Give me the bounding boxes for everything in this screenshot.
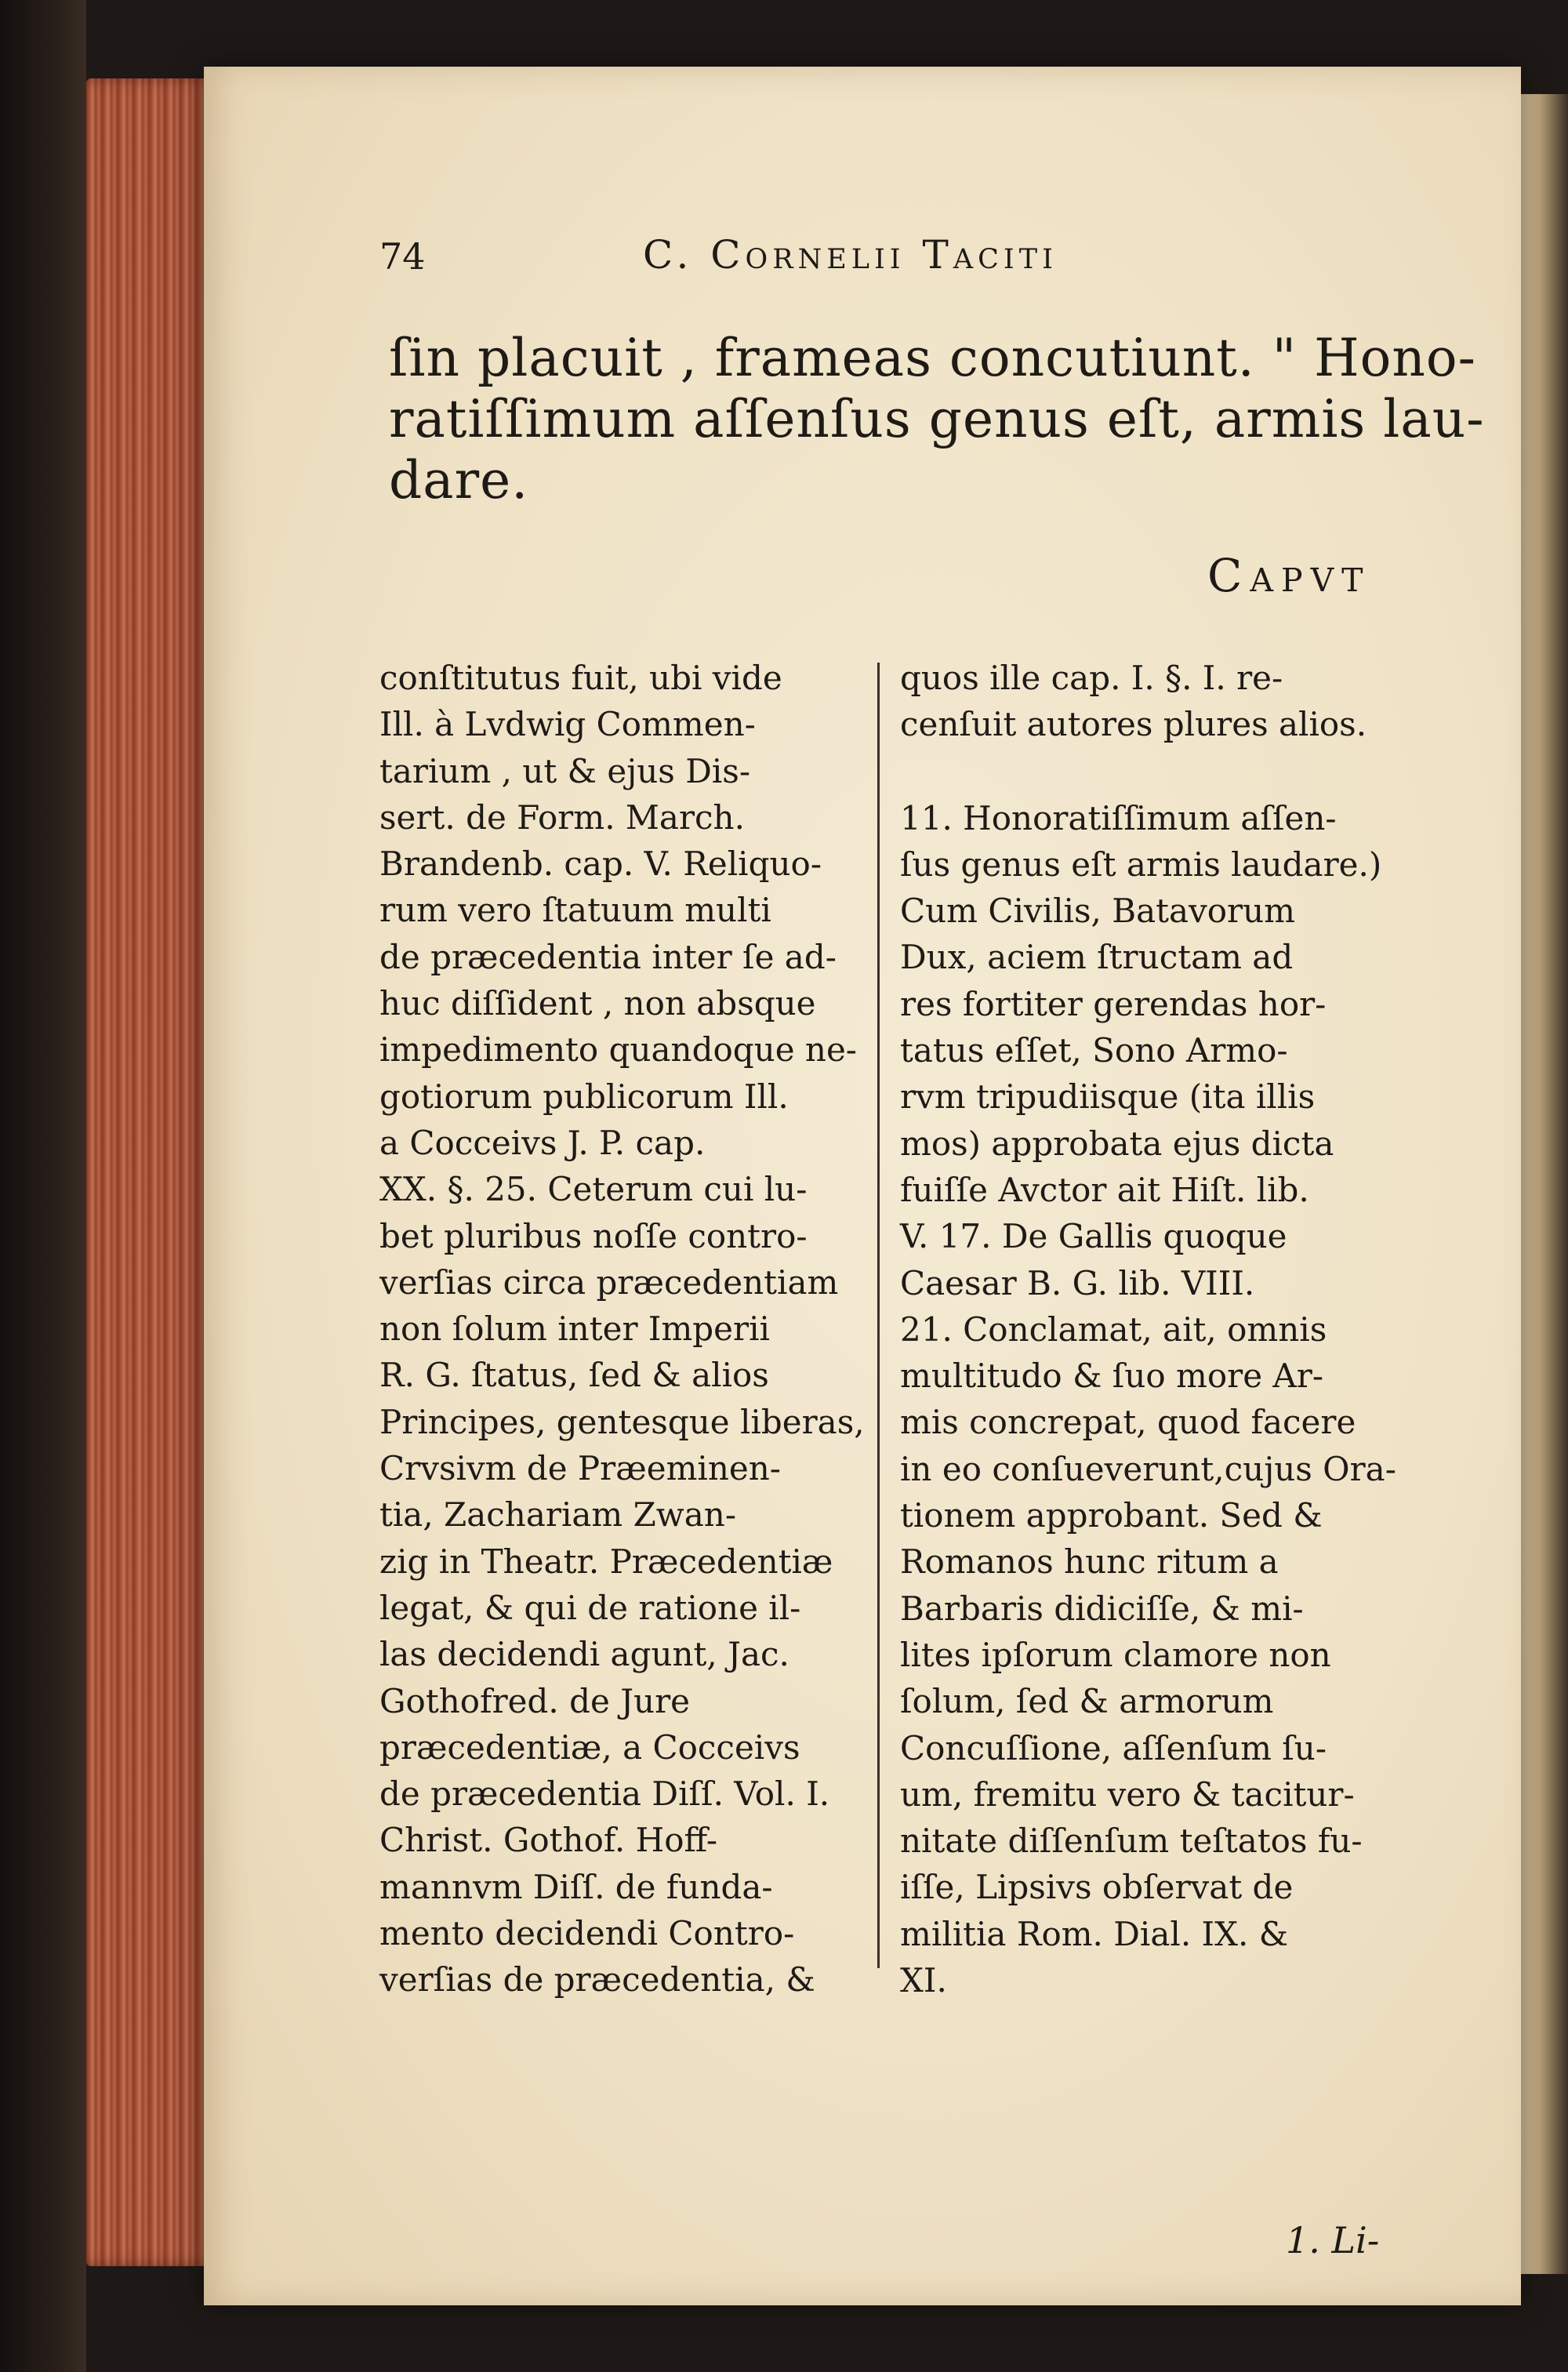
note-line: præcedentiæ, a Cocceivs [379, 1727, 800, 1767]
note-line: mannvm Diſſ. de funda- [379, 1867, 773, 1906]
note-line: mento decidendi Contro- [379, 1914, 795, 1953]
note-line: Principes, gentesque liberas, [379, 1402, 865, 1441]
note-line: impedimento quandoque ne- [379, 1030, 857, 1070]
note-line: V. 17. De Gallis quoque [900, 1217, 1287, 1256]
note-line: R. G. ſtatus, ſed & alios [379, 1356, 769, 1395]
note-line: um, fremitu vero & tacitur- [900, 1774, 1355, 1814]
note-line: Barbaris didiciſſe, & mi- [900, 1589, 1304, 1628]
note-line: tatus eſſet, Sono Armo- [900, 1031, 1288, 1070]
right-page-edge [1521, 94, 1568, 2274]
page-edges [86, 78, 220, 2266]
note-line: legat, & qui de ratione il- [379, 1588, 801, 1627]
note-line: a Cocceivs J. P. cap. [379, 1123, 706, 1162]
note-line: verſias de præcedentia, & [379, 1960, 815, 2000]
note-line: Concuſſione, aſſenſum ſu- [900, 1728, 1327, 1767]
note-line: Dux, aciem ſtructam ad [900, 938, 1294, 977]
notes-right-column [900, 655, 1402, 2003]
note-line: XX. §. 25. Ceterum cui lu- [379, 1170, 808, 1209]
note-line: mos) approbata ejus dicta [900, 1124, 1334, 1163]
note-line: huc diſſident , non absque [379, 984, 816, 1023]
catchword: 1. Li- [1286, 2219, 1380, 2261]
note-line: conſtitutus fuit, ubi vide [379, 659, 782, 697]
note-line: de præcedentia Diſſ. Vol. I. [379, 1774, 830, 1814]
note-line: mis concrepat, quod facere [900, 1403, 1356, 1442]
note-line: XI. [900, 1961, 947, 2000]
note-line: ſolum, ſed & armorum [900, 1682, 1274, 1721]
page-number: 74 [379, 235, 426, 278]
note-line: gotiorum publicorum Ill. [379, 1077, 789, 1116]
note-line: in eo conſueverunt,cujus Ora- [900, 1449, 1396, 1488]
column-divider [877, 663, 880, 1968]
main-text-line: ſin placuit , frameas concutiunt. " Hono- [389, 328, 1476, 388]
main-text-line: dare. [389, 449, 529, 510]
note-line: 21. Conclamat, ait, omnis [900, 1310, 1327, 1349]
note-line: rvm tripudiisque (ita illis [900, 1077, 1316, 1117]
note-line: cenſuit autores plures alios. [900, 705, 1367, 744]
note-line: non ſolum inter Imperii [379, 1310, 770, 1349]
binding-shadow [0, 0, 86, 2372]
note-line: tarium , ut & ejus Dis- [379, 751, 751, 790]
note-line: rum vero ſtatuum multi [379, 891, 771, 930]
note-line: Crvsivm de Præeminen- [379, 1449, 781, 1488]
note-line: fuiſſe Avctor ait Hiſt. lib. [900, 1170, 1309, 1209]
note-line: Cum Civilis, Batavorum [900, 892, 1295, 931]
note-line: sert. de Form. March. [379, 797, 745, 837]
note-line: nitate diſſenſum teſtatos fu- [900, 1822, 1363, 1861]
notes-left-column [379, 655, 881, 2003]
note-line: Gothofred. de Jure [379, 1681, 691, 1720]
note-line: res fortiter gerendas hor- [900, 984, 1327, 1023]
note-line: Christ. Gothof. Hoff- [379, 1821, 718, 1860]
note-line: bet pluribus noſſe contro- [379, 1216, 808, 1255]
note-line: Ill. à Lvdwig Commen- [379, 705, 756, 744]
note-line: lites ipſorum clamore non [900, 1635, 1331, 1674]
note-line: tia, Zachariam Zwan- [379, 1495, 737, 1535]
note-line: militia Rom. Dial. IX. & [900, 1914, 1289, 1953]
note-line: iſſe, Lipsivs obſervat de [900, 1868, 1294, 1907]
main-text-line: ratiſſimum aſſenſus genus eſt, armis lau- [389, 388, 1485, 449]
paragraph-gap [900, 748, 1402, 795]
main-text [389, 328, 1485, 511]
note-line: Caesar B. G. lib. VIII. [900, 1263, 1255, 1302]
note-line: de præcedentia inter ſe ad- [379, 937, 837, 976]
note-line: Romanos hunc ritum a [900, 1542, 1279, 1582]
note-line: las decidendi agunt, Jac. [379, 1635, 789, 1674]
note-line: verſias circa præcedentiam [379, 1262, 839, 1302]
note-line: Brandenb. cap. V. Reliquo- [379, 845, 822, 884]
note-line: 11. Honoratiſſimum aſſen- [900, 798, 1337, 837]
note-line: tionem approbant. Sed & [900, 1496, 1323, 1535]
note-line: quos ille cap. I. §. I. re- [900, 659, 1283, 697]
section-heading: Capvt [1207, 549, 1371, 602]
note-line: ſus genus eſt armis laudare.) [900, 845, 1382, 884]
running-head: C. Cornelii Taciti [643, 232, 1058, 278]
note-line: zig in Theatr. Præcedentiæ [379, 1542, 833, 1581]
note-line: multitudo & ſuo more Ar- [900, 1357, 1324, 1396]
